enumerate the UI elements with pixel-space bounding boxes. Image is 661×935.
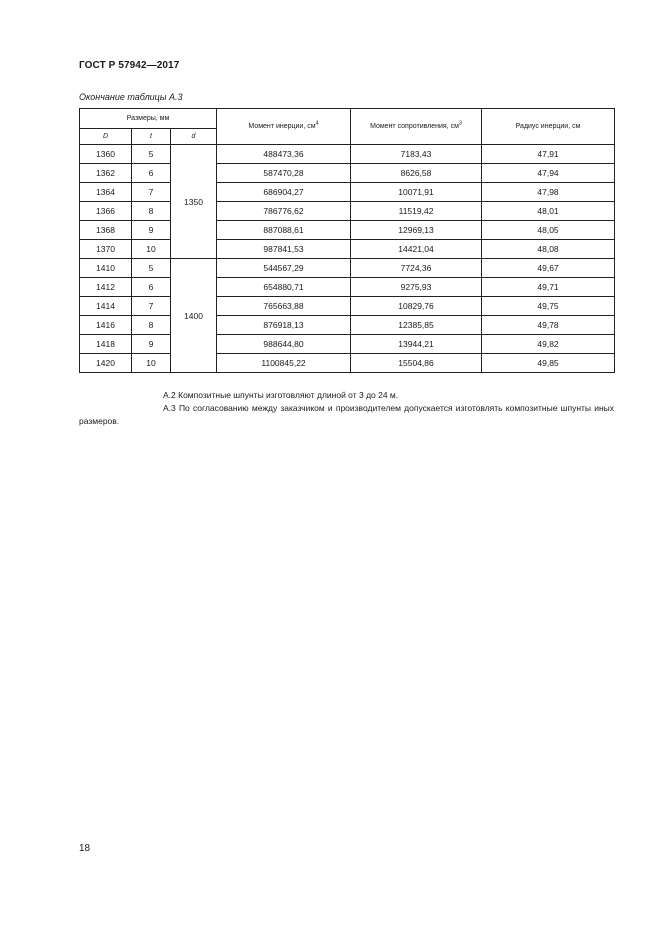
table-row [80, 164, 615, 183]
cell-d-group: 1350 [171, 145, 217, 259]
header-moment-resistance-label: Момент сопротивления, см [370, 123, 459, 130]
table-caption: Окончание таблицы А.3 [79, 92, 183, 102]
table-row [80, 145, 615, 164]
table-row [80, 316, 615, 335]
cell-radius: 48,01 [482, 202, 615, 221]
cell-inertia: 786776,62 [217, 202, 351, 221]
table-row [80, 297, 615, 316]
note-a2: А.2 Композитные шпунты изготовляют длиной от 3 до 24 м. [163, 390, 399, 400]
cell-radius: 49,78 [482, 316, 615, 335]
cell-resistance: 12385,85 [351, 316, 482, 335]
cell-resistance: 10071,91 [351, 183, 482, 202]
cell-inertia: 887088,61 [217, 221, 351, 240]
cell-resistance: 14421,04 [351, 240, 482, 259]
table-row [80, 259, 615, 278]
cell-radius: 49,85 [482, 354, 615, 373]
cell-inertia: 587470,28 [217, 164, 351, 183]
table-row [80, 335, 615, 354]
cell-D: 1366 [80, 202, 132, 221]
document-header: ГОСТ Р 57942—2017 [79, 60, 180, 71]
cell-radius: 49,82 [482, 335, 615, 354]
cell-D: 1410 [80, 259, 132, 278]
cell-inertia: 488473,36 [217, 145, 351, 164]
table-row [80, 183, 615, 202]
cell-radius: 49,67 [482, 259, 615, 278]
cell-D: 1418 [80, 335, 132, 354]
header-moment-inertia-label: Момент инерции, см [248, 123, 316, 130]
cell-t: 7 [132, 297, 171, 316]
cell-inertia: 654880,71 [217, 278, 351, 297]
header-d: d [171, 129, 217, 145]
cell-resistance: 9275,93 [351, 278, 482, 297]
page-number: 18 [79, 843, 91, 854]
cell-radius: 47,94 [482, 164, 615, 183]
cell-radius: 47,91 [482, 145, 615, 164]
table-row [80, 354, 615, 373]
cell-D: 1416 [80, 316, 132, 335]
notes-section [79, 389, 614, 428]
cell-radius: 47,98 [482, 183, 615, 202]
cell-t: 5 [132, 145, 171, 164]
cell-D: 1412 [80, 278, 132, 297]
header-t: t [132, 129, 171, 145]
cell-radius: 48,05 [482, 221, 615, 240]
cell-D: 1420 [80, 354, 132, 373]
cell-t: 6 [132, 278, 171, 297]
cell-radius: 49,75 [482, 297, 615, 316]
cell-inertia: 988644,80 [217, 335, 351, 354]
cell-t: 10 [132, 354, 171, 373]
cell-D: 1368 [80, 221, 132, 240]
cell-D: 1414 [80, 297, 132, 316]
cell-radius: 49,71 [482, 278, 615, 297]
cell-t: 7 [132, 183, 171, 202]
cell-inertia: 765663,88 [217, 297, 351, 316]
cell-resistance: 13944,21 [351, 335, 482, 354]
cell-inertia: 1100845,22 [217, 354, 351, 373]
cell-inertia: 876918,13 [217, 316, 351, 335]
header-D: D [80, 129, 132, 145]
cell-inertia: 987841,53 [217, 240, 351, 259]
header-moment-resistance [351, 109, 482, 145]
cell-d-group: 1400 [171, 259, 217, 373]
properties-table [79, 108, 615, 373]
table-row [80, 221, 615, 240]
cell-t: 6 [132, 164, 171, 183]
cell-t: 10 [132, 240, 171, 259]
cell-t: 9 [132, 335, 171, 354]
cell-resistance: 8626,58 [351, 164, 482, 183]
cell-t: 9 [132, 221, 171, 240]
cell-t: 8 [132, 202, 171, 221]
cell-resistance: 12969,13 [351, 221, 482, 240]
header-moment-inertia-exp: 4 [315, 120, 319, 127]
header-moment-inertia [217, 109, 351, 145]
cell-radius: 48,08 [482, 240, 615, 259]
cell-D: 1370 [80, 240, 132, 259]
header-sizes-group: Размеры, мм [80, 109, 217, 129]
cell-t: 5 [132, 259, 171, 278]
table-row [80, 240, 615, 259]
cell-resistance: 7724,36 [351, 259, 482, 278]
cell-inertia: 544567,29 [217, 259, 351, 278]
cell-resistance: 15504,86 [351, 354, 482, 373]
cell-D: 1360 [80, 145, 132, 164]
cell-D: 1362 [80, 164, 132, 183]
header-moment-resistance-exp: 3 [458, 120, 462, 127]
cell-resistance: 7183,43 [351, 145, 482, 164]
cell-resistance: 10829,76 [351, 297, 482, 316]
cell-t: 8 [132, 316, 171, 335]
header-radius-inertia: Радиус инерции, см [482, 109, 615, 145]
cell-resistance: 11519,42 [351, 202, 482, 221]
cell-D: 1364 [80, 183, 132, 202]
note-a3: А.3 По согласованию между заказчиком и производителем допускается изготовлять композитные шпунты иных размеров. [79, 403, 614, 426]
cell-inertia: 686904,27 [217, 183, 351, 202]
table-row [80, 202, 615, 221]
table-row [80, 278, 615, 297]
